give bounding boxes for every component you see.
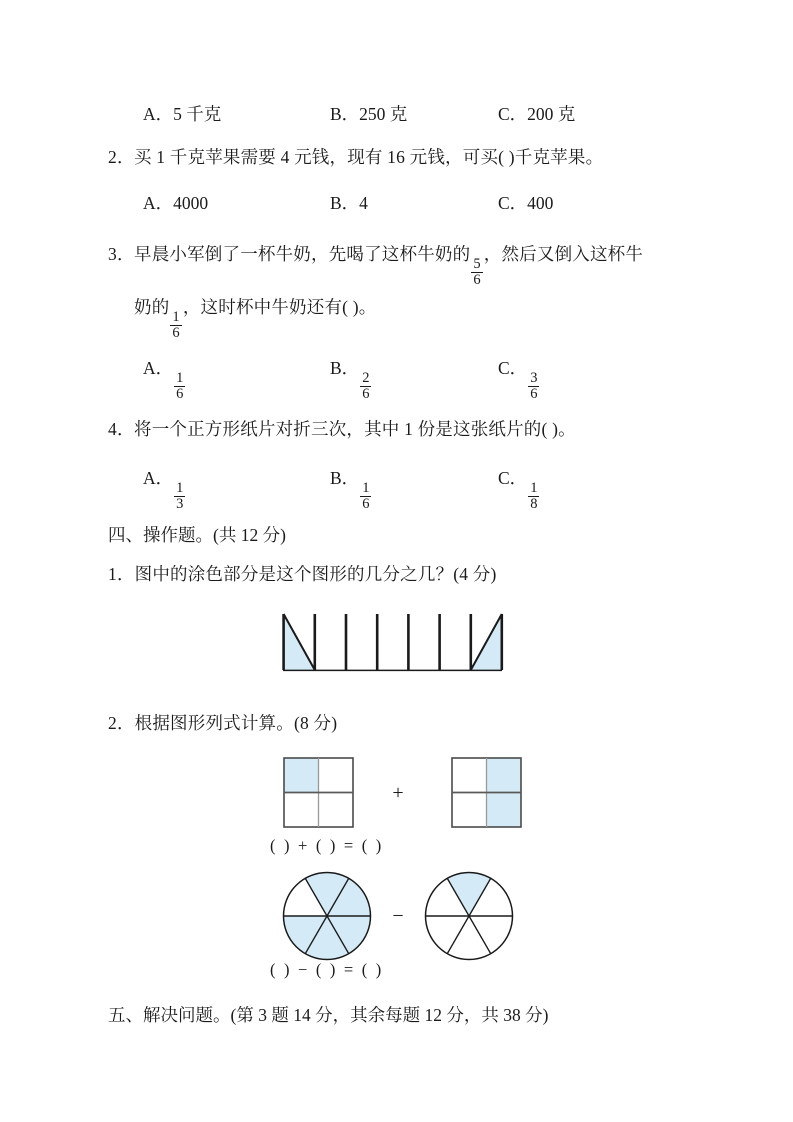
q3-option-a [143,355,186,402]
q4-option-b-label: B． [330,468,360,488]
squares-answer-line: ( ) + ( ) = ( ) [270,836,384,855]
q4-option-a [143,465,186,512]
q4-option-a-label: A． [143,468,174,488]
q3-fraction-five-sixths: $\frac{5}{6}$ [473,255,481,288]
section-4-heading: 四、操作题。(共 12 分) [108,525,286,545]
question-3-line-1 [108,243,643,288]
q4-option-c-fraction: $\frac{1}{8}$ [530,479,538,512]
q3-option-b [330,355,372,402]
q1-option-c: C．200 克 [498,104,576,124]
squares-addition-figure [283,757,523,832]
q4-option-c [498,465,540,512]
q4-option-b-fraction: $\frac{1}{6}$ [362,479,370,512]
q3-option-b-label: B． [330,358,360,378]
q2-option-c: C．400 [498,193,554,213]
right-circle [426,873,513,960]
q2-number: 2． [108,147,135,167]
q1-option-a: A．5 千克 [143,104,222,124]
circles-subtraction-figure [281,870,516,962]
question-3-line-2 [134,296,377,341]
q1-option-b: B．250 克 [330,104,408,124]
q2-text: 买 1 千克苹果需要 4 元钱，现有 16 元钱，可买( )千克苹果。 [134,147,604,167]
q3-number: 3． [108,244,135,264]
q4-number: 4． [108,419,135,439]
q3-option-c [498,355,540,402]
section-4-item-1 [108,563,497,587]
q3-option-a-label: A． [143,358,174,378]
plus-operator-symbol: + [392,782,404,804]
divided-rectangle-figure [281,612,504,672]
q3-option-a-fraction: $\frac{1}{6}$ [176,369,184,402]
q2-option-b: B．4 [330,193,368,213]
q3-line1-after: ，然后又倒入这杯牛 [483,244,644,264]
q3-line1-before: 早晨小军倒了一杯牛奶，先喝了这杯牛奶的 [134,244,471,264]
minus-operator-symbol: − [392,905,404,927]
q3-fraction-one-sixth: $\frac{1}{6}$ [172,308,180,341]
question-4 [108,418,576,442]
q4-option-a-fraction: $\frac{1}{3}$ [176,479,184,512]
section-4-item-1-text: 1．图中的涂色部分是这个图形的几分之几？(4 分) [108,564,497,584]
left-square-shaded-cell [284,758,319,793]
question-2 [108,146,603,170]
circles-answer-line: ( ) − ( ) = ( ) [270,960,384,979]
q3-line2-after: ，这时杯中牛奶还有( )。 [182,297,377,317]
q4-option-b [330,465,372,512]
q4-option-c-label: C． [498,468,528,488]
q3-option-c-label: C． [498,358,528,378]
q3-line2-before: 奶的 [134,297,170,317]
section-4-item-2-text: 2．根据图形列式计算。(8 分) [108,713,338,733]
left-circle [284,873,371,960]
q2-option-a: A．4000 [143,193,209,213]
q3-option-c-fraction: $\frac{3}{6}$ [530,369,538,402]
q3-option-b-fraction: $\frac{2}{6}$ [362,369,370,402]
section-4-item-2 [108,712,337,736]
section-5-heading: 五、解决问题。(第 3 题 14 分，其余每题 12 分，共 38 分) [108,1005,549,1025]
q4-text: 将一个正方形纸片对折三次，其中 1 份是这张纸片的( )。 [134,419,576,439]
